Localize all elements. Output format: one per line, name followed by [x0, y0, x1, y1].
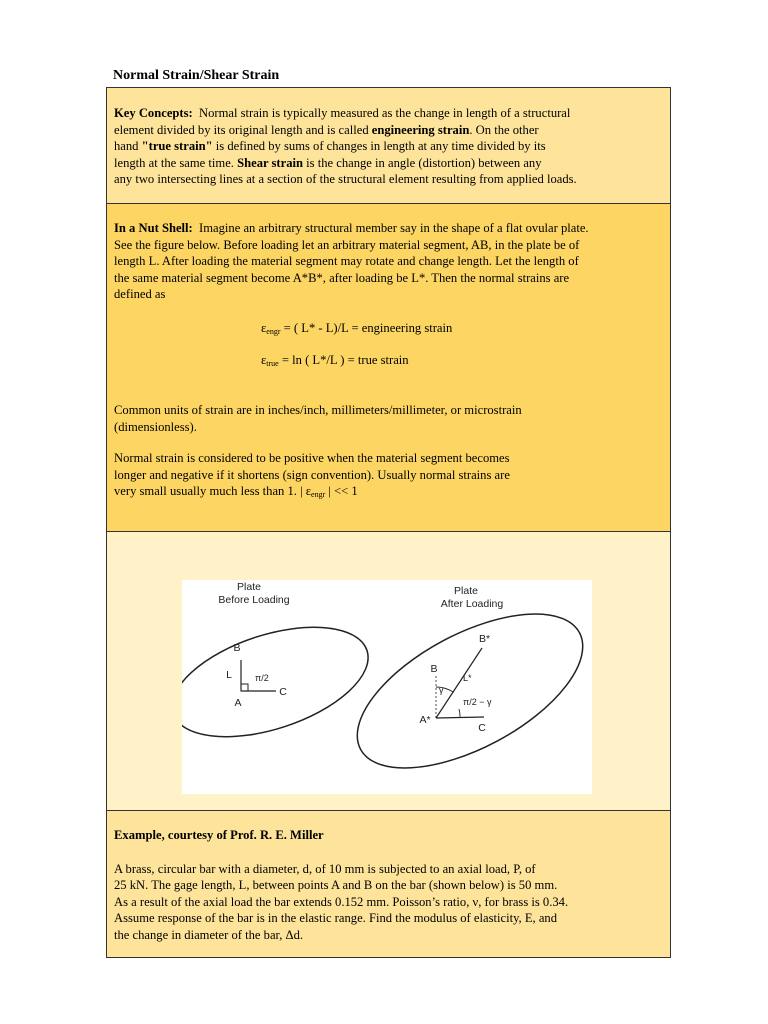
sign-line-3	[114, 483, 510, 504]
label-Lstar: L*	[463, 673, 472, 683]
label-C-before: C	[279, 686, 287, 698]
nut-shell-line-2: See the figure below. Before loading let an arbitrary material segment, AB, in the plate be of	[114, 237, 580, 252]
key-concepts-line-5: any two intersecting lines at a section of the structural element resulting from applied loads.	[114, 172, 577, 186]
epsilon-symbol: ε	[261, 321, 267, 335]
sign-line-1: Normal strain is considered to be positive when the material segment becomes	[114, 451, 510, 465]
nut-shell-line-1	[114, 220, 664, 237]
right-angle-marker	[241, 684, 248, 691]
key-concepts-line-1	[114, 105, 664, 122]
plate-before-outline	[182, 606, 382, 758]
key-concepts-line-4	[114, 155, 664, 172]
epsilon-symbol: ε	[261, 353, 267, 367]
label-A-before: A	[234, 697, 242, 709]
sign-convention-paragraph	[114, 450, 510, 504]
label-B-after: B	[430, 663, 438, 675]
page-title: Normal Strain/Shear Strain	[113, 68, 280, 83]
label-right-angle-before: π/2	[255, 673, 269, 683]
engineering-strain-equation	[261, 320, 452, 341]
true-strain-formula: = ln ( L*/L ) = true strain	[278, 353, 409, 367]
key-concepts-line-2	[114, 122, 664, 139]
units-line-2: (dimensionless).	[114, 419, 197, 434]
before-title-2: Before Loading	[218, 594, 290, 606]
key-concepts-box	[106, 87, 671, 204]
before-title-1: Plate	[237, 581, 261, 593]
true-subscript: true	[266, 359, 279, 368]
key-concepts-text-4b: is the change in angle (distortion) between any	[303, 155, 542, 170]
example-box	[106, 810, 671, 958]
key-concepts-line-3	[114, 138, 664, 155]
shear-strain-term: Shear strain	[237, 155, 303, 170]
key-concepts-label: Key Concepts:	[114, 106, 193, 120]
true-strain-term: "true strain"	[141, 139, 213, 153]
nut-shell-line-5: defined as	[114, 287, 166, 301]
sign-line-2: longer and negative if it shortens (sign convention). Usually normal strains are	[114, 467, 510, 482]
units-paragraph	[114, 402, 522, 435]
much-less-than-one: | << 1	[325, 484, 358, 498]
segment-AC-after	[436, 717, 484, 718]
example-line-1: A brass, circular bar with a diameter, d, of 10 mm is subjected to an axial load, P, of	[114, 861, 536, 876]
label-C-after: C	[478, 722, 486, 734]
true-strain-equation	[261, 352, 409, 373]
engr-subscript: engr	[311, 490, 326, 499]
example-line-5: the change in diameter of the bar, Δd.	[114, 927, 304, 942]
engineering-strain-term: engineering strain	[371, 122, 470, 137]
key-concepts-text-3b: is defined by sums of changes in length at any time divided by its	[212, 139, 546, 153]
label-L-before: L	[226, 669, 232, 681]
nut-shell-line-3: length L. After loading the material segment may rotate and change length. Let the length of	[114, 254, 579, 268]
key-concepts-text-3a: hand	[114, 139, 142, 153]
key-concepts-text-1: Normal strain is typically measured as the change in length of a structural	[199, 106, 571, 120]
nut-shell-text-1: Imagine an arbitrary structural member say in the shape of a flat ovular plate.	[199, 221, 589, 235]
complement-angle-arc	[459, 709, 460, 717]
key-concepts-text-4a: length at the same time.	[114, 155, 238, 170]
engineering-strain-formula: = ( L* - L)/L = engineering strain	[280, 321, 453, 335]
label-Bstar: B*	[479, 633, 491, 645]
label-pi2-minus-gamma: π/2 − γ	[463, 697, 492, 707]
key-concepts-text-2b: . On the other	[469, 122, 539, 137]
after-title-2: After Loading	[440, 598, 504, 610]
key-concepts-text-2a: element divided by its original length and is called	[114, 122, 372, 137]
example-heading-text: Example, courtesy of Prof. R. E. Miller	[114, 828, 324, 842]
example-paragraph	[114, 861, 664, 944]
plate-figure	[182, 580, 592, 794]
plate-after-outline	[334, 582, 592, 794]
epsilon-symbol: ε	[305, 484, 312, 498]
label-B-before: B	[233, 642, 241, 654]
label-gamma: γ	[439, 685, 444, 695]
units-line-1: Common units of strain are in inches/inch, millimeters/millimeter, or microstrain	[114, 403, 522, 417]
figure-box	[106, 531, 671, 811]
plate-diagram	[182, 580, 592, 794]
engr-subscript: engr	[266, 327, 281, 336]
after-title-1: Plate	[454, 585, 478, 597]
nut-shell-label: In a Nut Shell:	[114, 221, 193, 235]
example-line-2: 25 kN. The gage length, L, between points A and B on the bar (shown below) is 50 mm.	[114, 878, 558, 892]
sign-line-3-text: very small usually much less than 1. |	[114, 484, 306, 498]
example-line-3: As a result of the axial load the bar extends 0.152 mm. Poisson’s ratio, ν, for brass is 0.34.	[114, 894, 569, 909]
label-Astar: A*	[419, 714, 431, 726]
segment-AB-after	[436, 648, 482, 718]
nut-shell-line-4: the same material segment become A*B*, after loading be L*. Then the normal strains are	[114, 270, 570, 285]
example-line-4: Assume response of the bar is in the elastic range. Find the modulus of elasticity, E, and	[114, 911, 558, 925]
example-heading	[114, 827, 664, 844]
nut-shell-box	[106, 203, 671, 532]
